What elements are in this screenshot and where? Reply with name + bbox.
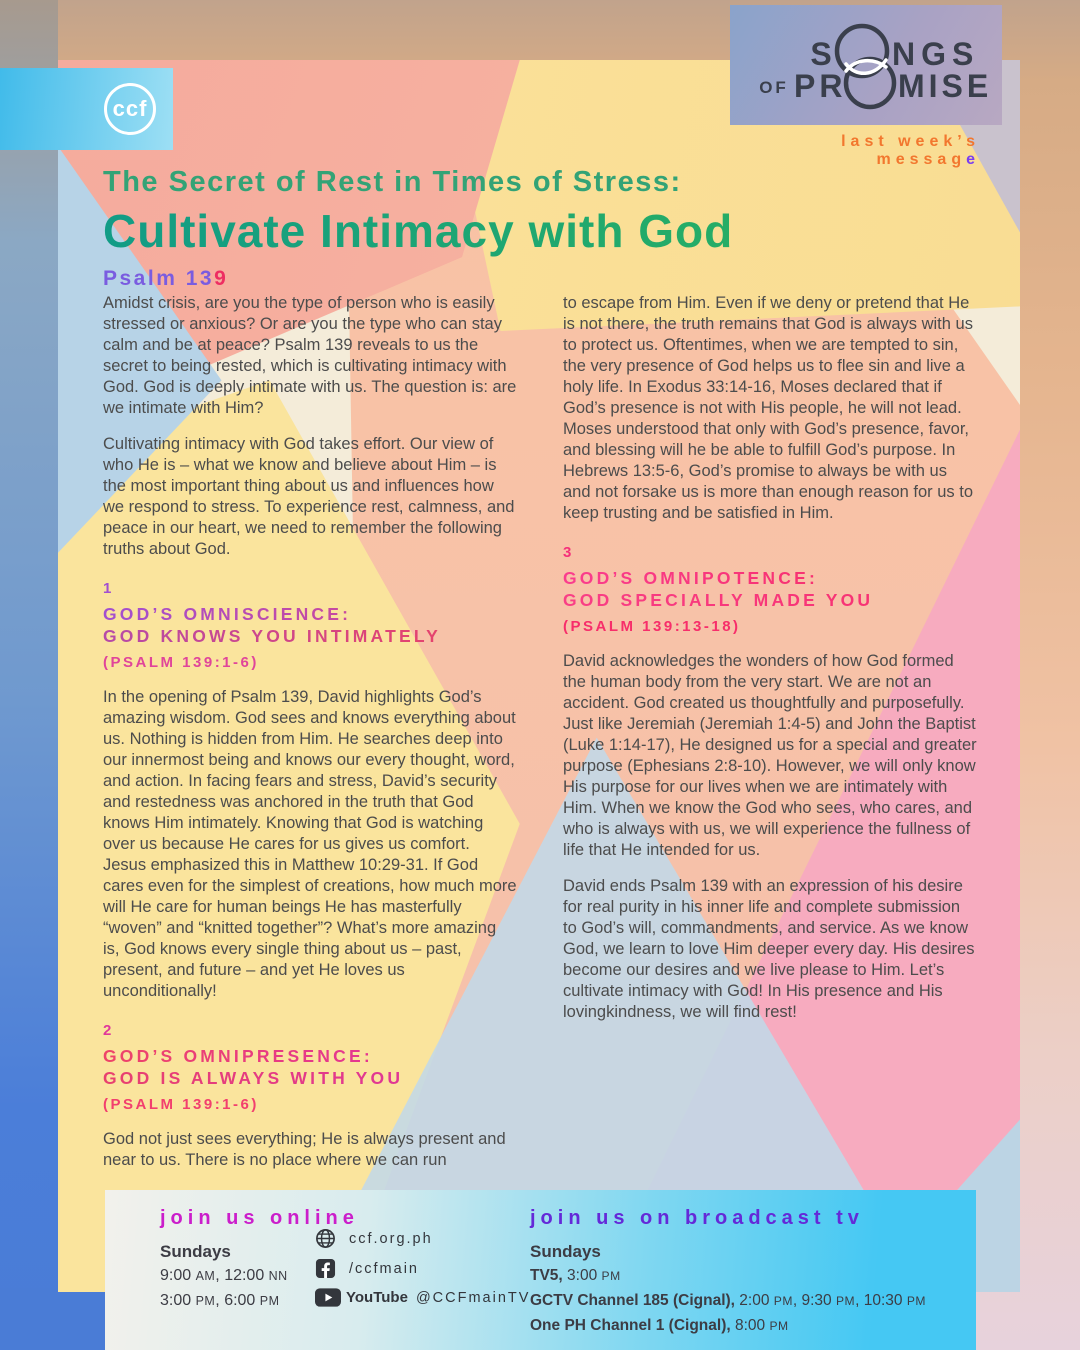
broadcast-line-gctv: GCTV Channel 185 (Cignal), 2:00 PM, 9:30 PM, 10:30 PM	[530, 1292, 926, 1309]
logo-text-of: OF	[759, 78, 789, 97]
youtube-handle: @CCFmainTV	[415, 1289, 531, 1306]
ccf-logo	[104, 83, 156, 135]
section-2-heading-line2: GOD IS ALWAYS WITH YOU	[103, 1067, 517, 1089]
message-title: Cultivate Intimacy with God	[103, 204, 963, 258]
website-url: ccf.org.ph	[349, 1230, 433, 1247]
section-3-number: 3	[563, 544, 572, 561]
section-2-heading-line1: GOD’S OMNIPRESENCE:	[103, 1045, 517, 1067]
facebook-icon	[315, 1258, 341, 1279]
facebook-handle: /ccfmain	[349, 1260, 419, 1277]
section-3-paragraph-2: David ends Psalm 139 with an expression of his desire for real purity in his inner life and complete submission to God’s will, commandments, and service. As we know God, we learn to love Him deeper every day. His desires become our desires and we live please to Him. Let’s cultivate intimacy with God! In His presence and His lovingkindness, we will find rest!	[563, 877, 975, 1021]
logo-text-mise: MISE	[898, 68, 993, 104]
join-online-heading: join us online	[160, 1207, 359, 1229]
intro-paragraph-2: Cultivating intimacy with God takes effort. Our view of who He is – what we know and believe about Him – is the most important thing about us and influences how we respond to stress. To experience rest, calmness, and peace in our heart, we need to remember the following truths about God.	[103, 435, 515, 558]
section-1-reference: (PSALM 139:1-6)	[103, 654, 259, 671]
online-day: Sundays	[160, 1242, 231, 1261]
section-3-heading-line2: GOD SPECIALLY MADE YOU	[563, 589, 977, 611]
facebook-link-row	[315, 1258, 530, 1279]
ccf-logo-text: ccf	[112, 96, 148, 121]
section-2-paragraph-continued: to escape from Him. Even if we deny or pretend that He is not there, the truth remains that God is always with us to protect us. Oftentimes, when we are tempted to sin, the very presence of God helps us to flee sin and live a holy life. In Exodus 33:14-16, Moses declared that if God’s presence is not with His people, he will not lead. Moses understood that only with God’s presence, favor, and blessing will he be able to fulfill God’s purpose. In Hebrews 13:5-6, God’s promise to always be with us and not forsake us is more than enough reason for us to keep trusting and be satisfied in Him.	[563, 294, 974, 522]
section-1-heading-line1: GOD’S OMNISCIENCE:	[103, 603, 517, 625]
bg-bottom-left-block	[0, 1288, 106, 1350]
section-2	[103, 1020, 517, 1171]
column-right	[563, 293, 977, 1038]
youtube-link-row	[315, 1288, 530, 1307]
scripture-reference-accent: 9	[214, 267, 229, 290]
tagline-accent: e	[966, 151, 980, 168]
songs-of-promise-logo-box	[730, 5, 1002, 125]
section-2-number: 2	[103, 1022, 112, 1039]
tagline	[730, 133, 980, 169]
broadcast-day: Sundays	[530, 1242, 601, 1261]
youtube-wordmark: YouTube	[346, 1289, 408, 1306]
logo-text-ngs: NGS	[892, 36, 980, 72]
ccf-logo-box	[0, 68, 173, 150]
section-3	[563, 542, 977, 1023]
section-1	[103, 578, 517, 1002]
join-broadcast-heading: join us on broadcast tv	[530, 1207, 864, 1229]
section-3-heading-line1: GOD’S OMNIPOTENCE:	[563, 567, 977, 589]
logo-text-pr: PR	[794, 68, 847, 104]
intro-paragraph-1: Amidst crisis, are you the type of person who is easily stressed or anxious? Or are you the type who can stay calm and be at peace? Psalm 139 reveals to us the secret to being rested, which is cultivating intimacy with God. God is deeply intimate with us. The question is: are we intimate with Him?	[103, 294, 517, 417]
title-block	[103, 166, 963, 291]
scripture-reference-main: Psalm 13	[103, 267, 215, 290]
logo-text-s: S	[810, 36, 838, 72]
section-3-paragraph-1: David acknowledges the wonders of how God formed the human body from the very start. We are not an accident. God created us thoughtfully and purposefully. Just like Jeremiah (Jeremiah 1:4-5) and John the Baptist (Luke 1:14-17), He designed us for a special and greater purpose (Ephesians 2:8-10). However, we will only know His purpose for our lives when we are intimately with Him. When we know the God who sees, who cares, and who is always with us, we will experience the fullness of life that He intended for us.	[563, 652, 977, 859]
broadcast-line-tv5: TV5, 3:00 PM	[530, 1267, 621, 1284]
section-2-paragraph: God not just sees everything; He is always present and near to us. There is no place where we can run	[103, 1130, 506, 1169]
message-kicker: The Secret of Rest in Times of Stress:	[103, 166, 682, 198]
tagline-main: last week’s messag	[841, 133, 980, 168]
column-left	[103, 293, 517, 1186]
youtube-icon	[315, 1288, 341, 1307]
section-3-reference: (PSALM 139:13-18)	[563, 618, 741, 635]
online-links	[315, 1228, 530, 1316]
globe-icon	[315, 1228, 341, 1249]
bg-left-strip	[0, 0, 58, 1350]
scripture-reference	[103, 267, 963, 291]
website-link-row	[315, 1228, 530, 1249]
footer-panel	[105, 1190, 976, 1350]
songs-of-promise-logo	[730, 5, 1002, 125]
online-times-line2: 3:00 PM, 6:00 PM	[160, 1292, 280, 1309]
online-times-line1: 9:00 AM, 12:00 NN	[160, 1267, 288, 1284]
join-broadcast-block	[530, 1207, 960, 1337]
section-1-number: 1	[103, 580, 112, 597]
section-1-heading-line2: GOD KNOWS YOU INTIMATELY	[103, 625, 517, 647]
section-2-reference: (PSALM 139:1-6)	[103, 1096, 259, 1113]
broadcast-line-oneph: One PH Channel 1 (Cignal), 8:00 PM	[530, 1317, 789, 1334]
section-1-paragraph: In the opening of Psalm 139, David highlights God’s amazing wisdom. God sees and knows everything about us. Nothing is hidden from Him. He searches deep into our innermost being and knows our every thought, word, and action. In facing fears and stress, David’s security and restedness was anchored in the truth that God knows Him intimately. Knowing that God is watching over us because He cares for us gives us comfort. Jesus emphasized this in Matthew 10:29-31. If God cares even for the simplest of creations, how much more will He care for human beings He has masterfully “woven” and “knitted together”? What’s more amazing is, God knows every single thing about us – past, present, and future – and yet He loves us unconditionally!	[103, 688, 517, 1000]
